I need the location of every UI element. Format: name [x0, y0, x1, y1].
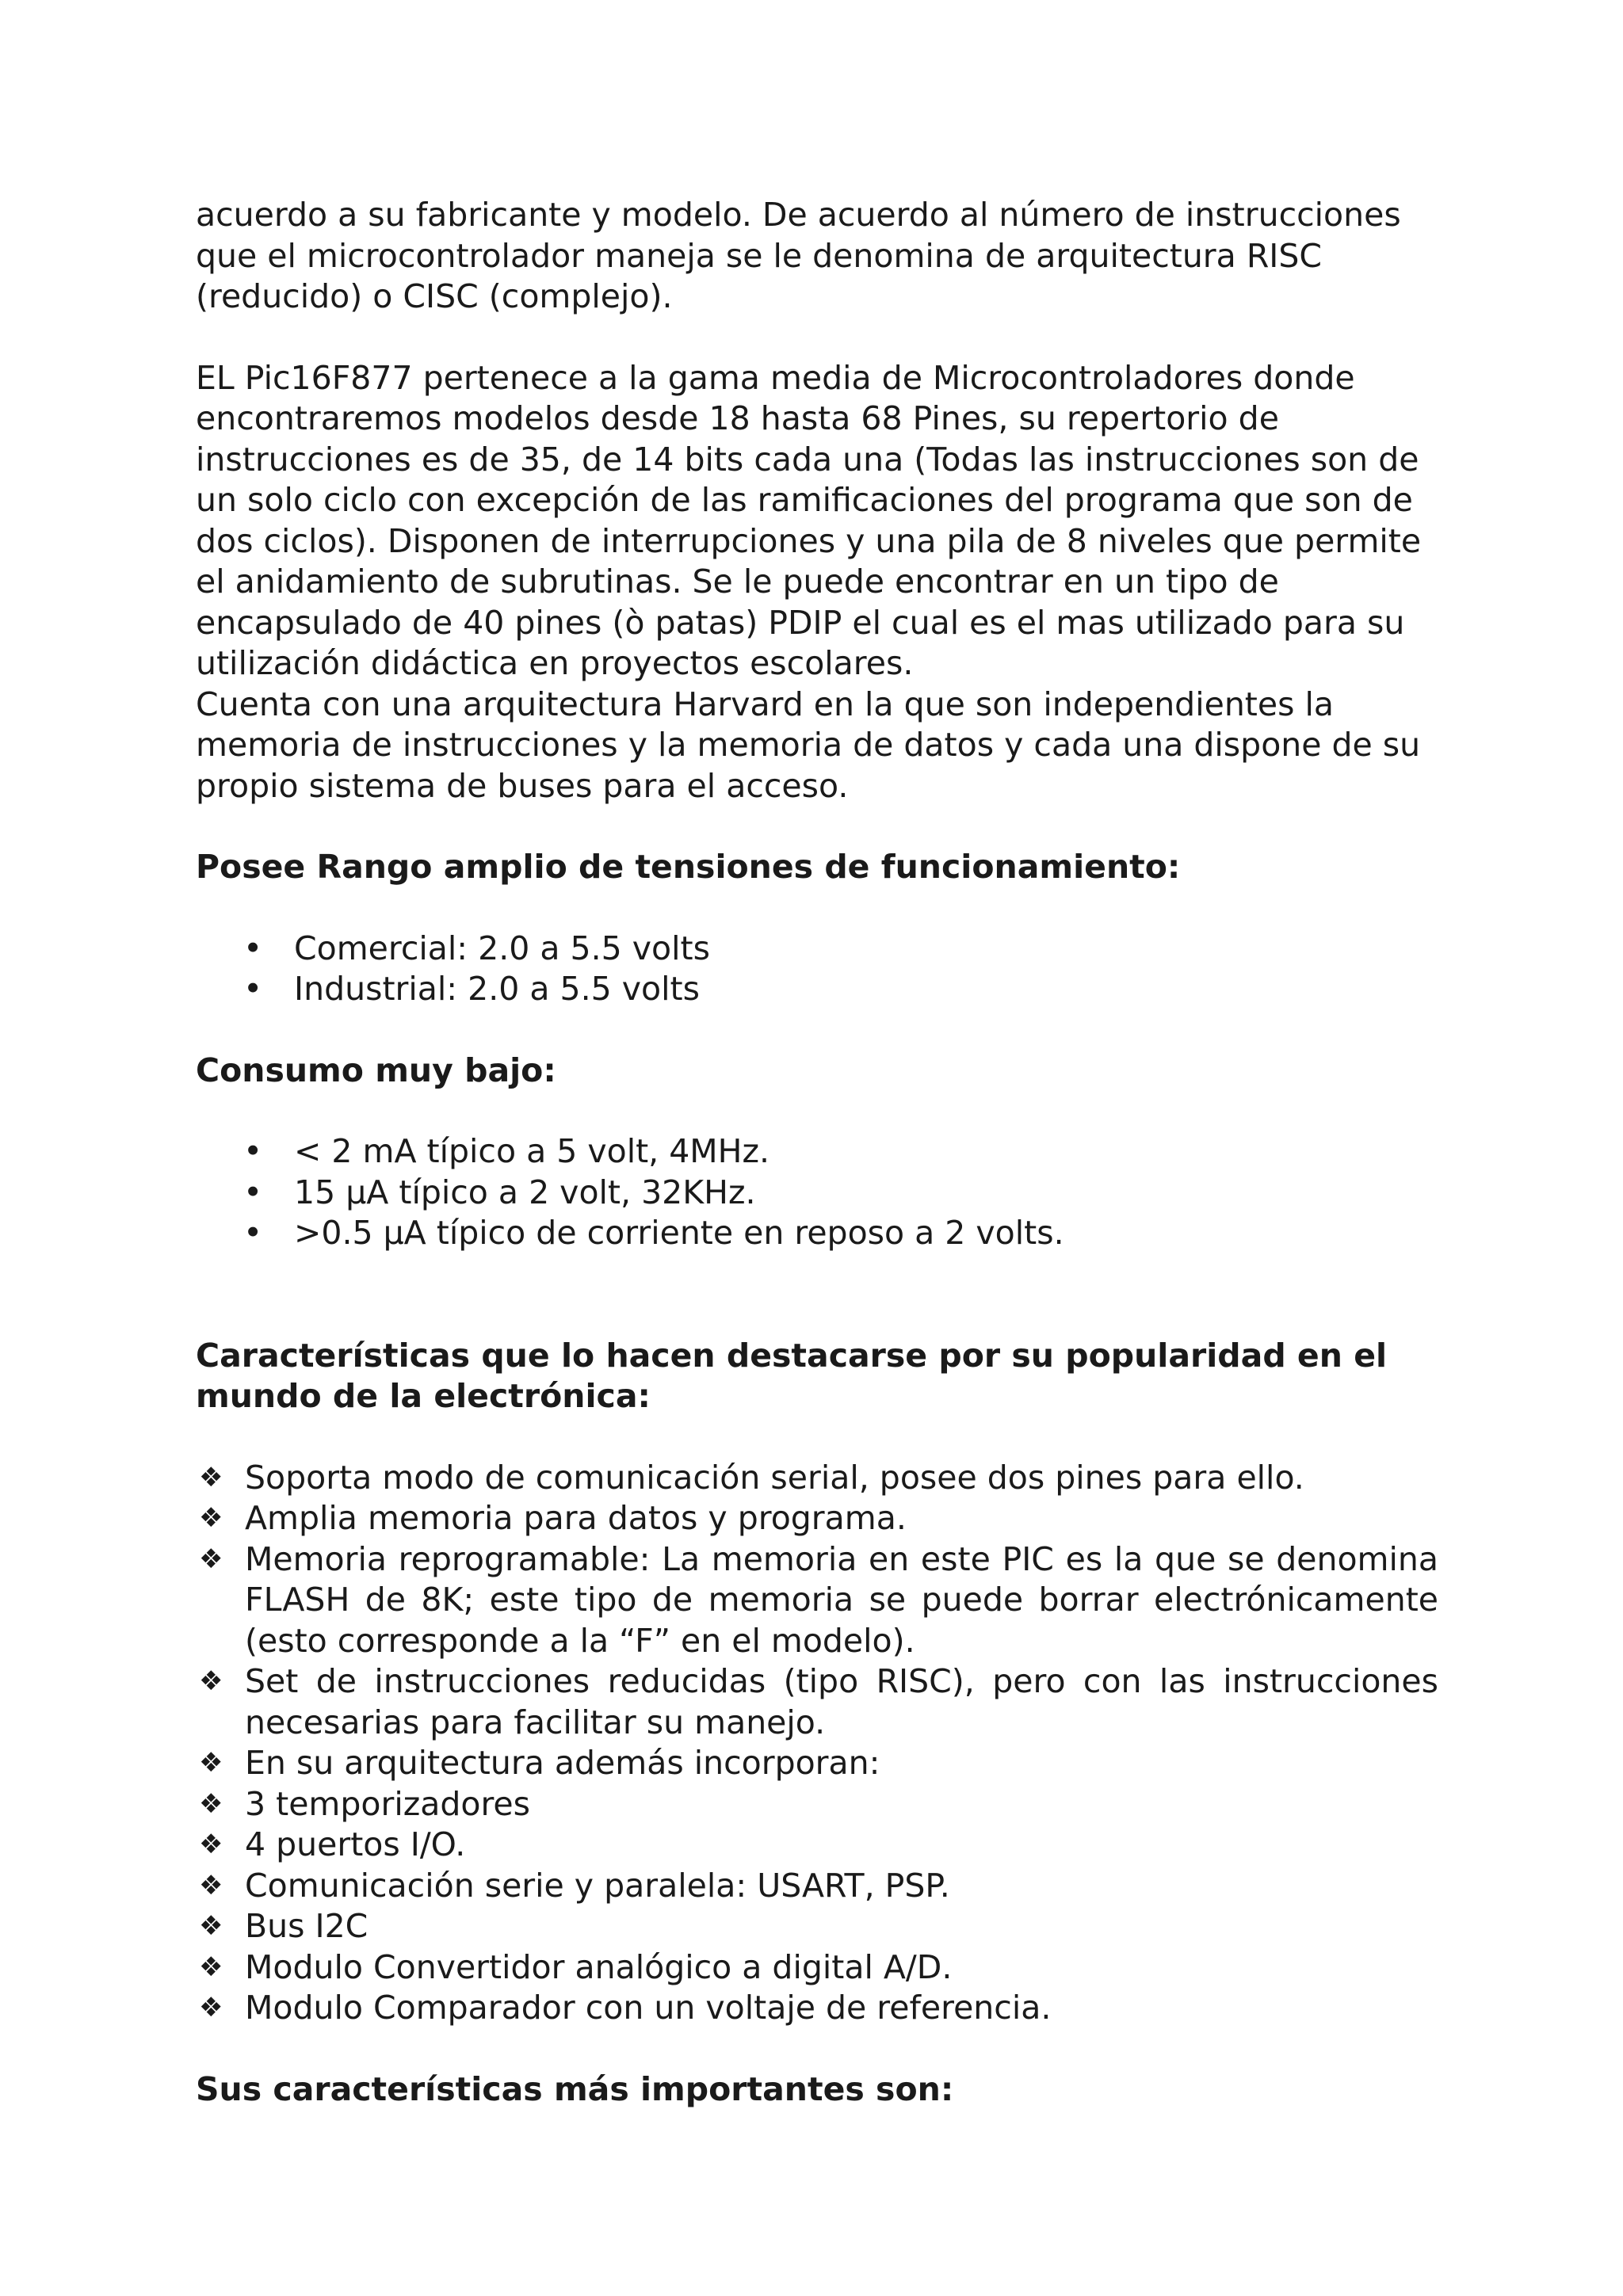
list-item [196, 1173, 1438, 1214]
list-item [196, 1661, 1438, 1743]
list-item-text: 3 temporizadores [245, 1784, 531, 1823]
list-item-text: >0.5 µA típico de corriente en reposo a 2 volts. [294, 1214, 1064, 1252]
four-diamond-bullet-icon: ❖ [199, 1829, 223, 1860]
four-diamond-bullet-icon: ❖ [199, 1992, 223, 2023]
list-item-text: Memoria reprogramable: La memoria en este PIC es la que se denomina FLASH de 8K; este tipo de memoria se puede borrar electrónicamente (esto corresponde a la “F” en el modelo). [245, 1539, 1438, 1660]
list-item [196, 929, 1438, 970]
list-item-text: 4 puertos I/O. [245, 1825, 466, 1863]
list-item-text: Modulo Convertidor analógico a digital A/D. [245, 1947, 953, 1986]
four-diamond-bullet-icon: ❖ [199, 1787, 223, 1820]
pic-paragraph: EL Pic16F877 pertenece a la gama media de Microcontroladores donde encontraremos modelos desde 18 hasta 68 Pines, su repertorio de instrucciones es de 35, de 14 bits cada una (Todas las instrucciones son de un solo ciclo con excepción de las ramificaciones del programa que son de dos ciclos). Disponen de interrupciones y una pila de 8 niveles que permite el anidamiento de subrutinas. Se le puede encontrar en un tipo de encapsulado de 40 pines (ò patas) PDIP el cual es el mas utilizado para su utilización didáctica en proyectos escolares. [196, 358, 1422, 682]
four-diamond-bullet-icon: ❖ [199, 1502, 223, 1534]
list-item [196, 1906, 1438, 1947]
four-diamond-bullet-icon: ❖ [199, 1665, 223, 1697]
list-item-text: < 2 mA típico a 5 volt, 4MHz. [294, 1132, 770, 1170]
bullet-dot-icon: • [243, 1214, 263, 1252]
list-item [196, 1498, 1438, 1539]
list-item [196, 1743, 1438, 1784]
list-item-text: Industrial: 2.0 a 5.5 volts [294, 970, 700, 1008]
voltage-list [196, 929, 1438, 1010]
list-item-text: 15 µA típico a 2 volt, 32KHz. [294, 1173, 756, 1211]
list-item-text: Bus I2C [245, 1907, 369, 1945]
bullet-dot-icon: • [243, 1132, 263, 1170]
list-item [196, 969, 1438, 1010]
list-item [196, 1213, 1438, 1254]
list-item-text: Comercial: 2.0 a 5.5 volts [294, 929, 710, 967]
bullet-dot-icon: • [243, 929, 263, 967]
list-item-text: Modulo Comparador con un voltaje de referencia. [245, 1989, 1052, 2027]
list-item [196, 1131, 1438, 1173]
four-diamond-bullet-icon: ❖ [199, 1910, 223, 1942]
list-item-text: Comunicación serie y paralela: USART, PSP. [245, 1866, 950, 1905]
four-diamond-bullet-icon: ❖ [199, 1461, 223, 1493]
list-item [196, 1947, 1438, 1989]
list-item [196, 1866, 1438, 1907]
list-item [196, 1784, 1438, 1825]
final-heading: Sus características más importantes son: [196, 2069, 954, 2108]
four-diamond-bullet-icon: ❖ [199, 1747, 223, 1779]
voltage-heading: Posee Rango amplio de tensiones de funcionamiento: [196, 848, 1181, 886]
list-item [196, 1825, 1438, 1866]
intro-paragraph: acuerdo a su fabricante y modelo. De acuerdo al número de instrucciones que el microcontrolador maneja se le denomina de arquitectura RISC (reducido) o CISC (complejo). [196, 196, 1401, 315]
list-item-text: En su arquitectura además incorporan: [245, 1744, 880, 1782]
list-item-text: Soporta modo de comunicación serial, posee dos pines para ello. [245, 1458, 1304, 1497]
list-item-text: Set de instrucciones reducidas (tipo RISC), pero con las instrucciones necesarias para facilitar su manejo. [245, 1662, 1438, 1741]
list-item [196, 1988, 1438, 2029]
features-list [196, 1458, 1438, 2029]
consumption-heading: Consumo muy bajo: [196, 1051, 556, 1089]
list-item [196, 1539, 1438, 1662]
list-item-text: Amplia memoria para datos y programa. [245, 1499, 907, 1537]
bullet-dot-icon: • [243, 1173, 263, 1211]
harvard-paragraph: Cuenta con una arquitectura Harvard en la que son independientes la memoria de instrucciones y la memoria de datos y cada una dispone de su propio sistema de buses para el acceso. [196, 685, 1421, 805]
features-heading: Características que lo hacen destacarse por su popularidad en el mundo de la electrónica: [196, 1336, 1388, 1415]
bullet-dot-icon: • [243, 970, 263, 1008]
four-diamond-bullet-icon: ❖ [199, 1951, 223, 1983]
four-diamond-bullet-icon: ❖ [199, 1543, 223, 1575]
list-item [196, 1458, 1438, 1499]
consumption-list [196, 1131, 1438, 1254]
four-diamond-bullet-icon: ❖ [199, 1869, 223, 1901]
page-content [196, 195, 1438, 2110]
